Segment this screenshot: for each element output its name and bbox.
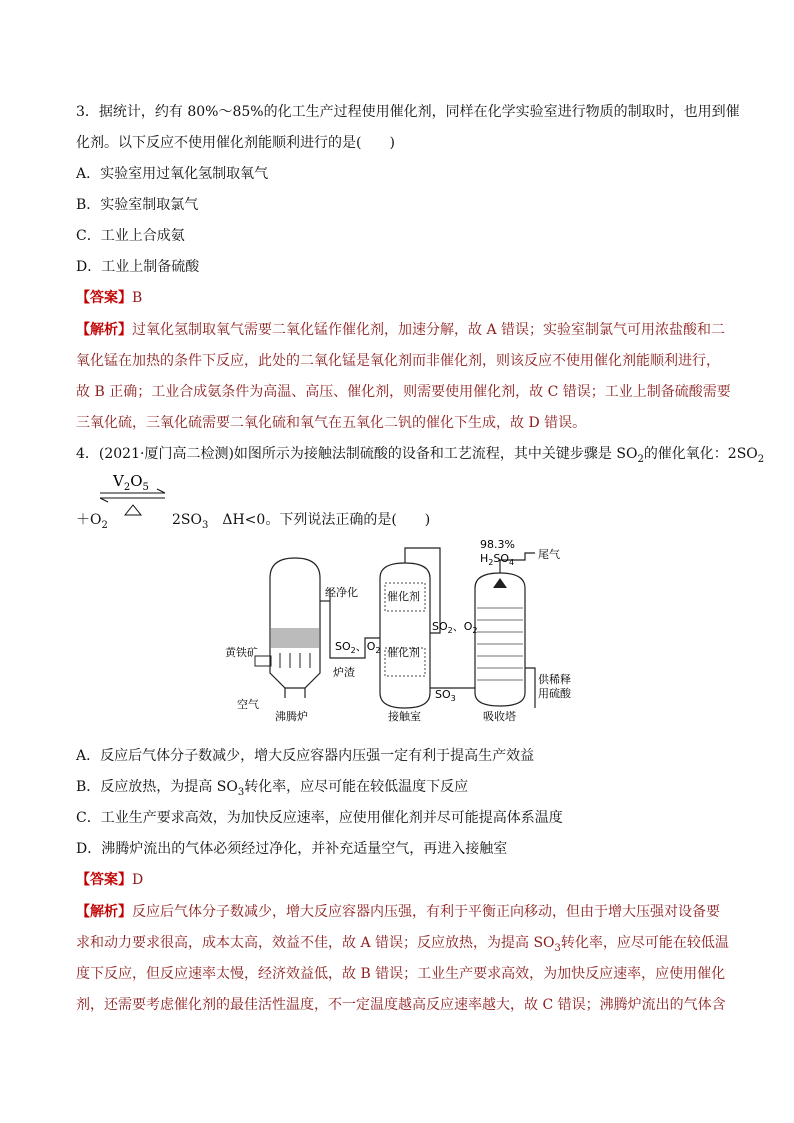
subscript: 2 xyxy=(101,519,108,531)
label-so2-o2-left: $SO_2$、$O_2$ xyxy=(335,640,381,655)
label-acid-formula: $H_2SO_4$ xyxy=(480,552,515,567)
q3-analysis-line1 xyxy=(76,320,725,340)
label-pyrite: 黄铁矿 xyxy=(225,646,258,659)
q3-option-b: B．实验室制取氯气 xyxy=(76,197,199,213)
label-catalyst-2: 催化剂 xyxy=(387,646,420,659)
q4-option-d: D．沸腾炉流出的气体必须经过净化，并补充适量空气，再进入接触室 xyxy=(76,841,508,857)
q4-analysis-line1 xyxy=(76,902,720,922)
q4-answer xyxy=(76,870,143,890)
label-contact-chamber: 接触室 xyxy=(388,710,421,723)
label-tail-gas: 尾气 xyxy=(538,548,560,561)
q3-analysis-line4: 三氧化硫，三氧化硫需要二氧化硫和氧气在五氧化二钒的催化下生成，故 D 错误。 xyxy=(76,415,587,431)
q4-analysis-text1: 反应后气体分子数减少，增大反应容器内压强，有利于平衡正向移动，但由于增大压强对设备要 xyxy=(132,904,720,920)
label-furnace: 沸腾炉 xyxy=(275,710,308,723)
subscript: 3 xyxy=(201,519,209,531)
q4-analysis-line4: 剂，还需要考虑催化剂的最佳活性温度，不一定温度越高反应速率越大，故 C 错误；沸腾炉流出的气体含 xyxy=(76,997,726,1013)
label-dilute-1: 供稀释 xyxy=(538,673,571,686)
q4-analysis-text2b: 转化率，应尽可能在较低温 xyxy=(560,935,729,951)
q4-option-a: A．反应后气体分子数减少，增大反应容器内压强一定有利于提高生产效益 xyxy=(76,748,535,764)
q3-option-d: D．工业上制备硫酸 xyxy=(76,259,200,275)
heat-triangle-icon xyxy=(125,505,141,515)
q4-option-b-text-a: B．反应放热，为提高 SO xyxy=(76,779,238,795)
q4-option-b-text-b: 转化率，应尽可能在较低温度下反应 xyxy=(244,779,469,795)
q4-option-b xyxy=(76,777,468,797)
q3-stem-line1: 3．据统计，约有 80%～85%的化工生产过程使用催化剂，同样在化学实验室进行物质的制取时，也用到催 xyxy=(76,104,740,120)
label-air: 空气 xyxy=(237,698,259,711)
boiling-furnace-body xyxy=(270,558,320,688)
eq-left: ＋O xyxy=(76,512,102,528)
q4-stem-line2 xyxy=(76,510,108,530)
q4-stem-line1 xyxy=(76,444,764,464)
eq-right: 2SO xyxy=(172,512,202,528)
reverse-arrow-head xyxy=(100,498,108,502)
label-so2-o2-right: $SO_2$、$O_2$ xyxy=(432,620,478,635)
subscript: 2 xyxy=(757,453,765,465)
q4-option-c: C．工业生产要求高效，为加快反应速率，应使用催化剂并尽可能提高体系温度 xyxy=(76,810,563,826)
q4-answer-value: D xyxy=(132,872,144,888)
contact-chamber-body xyxy=(380,563,430,708)
label-so3: $SO_3$ xyxy=(435,688,456,703)
label-catalyst-1: 催化剂 xyxy=(387,590,420,603)
acid-outlet-pipe xyxy=(525,668,535,708)
sprayer-icon xyxy=(493,578,507,588)
q3-option-a: A．实验室用过氧化氢制取氧气 xyxy=(76,166,269,182)
q3-analysis-text1: 过氧化氢制取氧气需要二氧化锰作催化剂，加速分解，故 A 错误；实验室制氯气可用浓盐酸和二 xyxy=(132,322,726,338)
analysis-tag: 【解析】 xyxy=(76,322,132,338)
subscript: 3 xyxy=(237,786,245,798)
forward-arrow-head xyxy=(157,489,165,493)
label-dilute-2: 用硫酸 xyxy=(538,687,571,700)
label-absorber: 吸收塔 xyxy=(483,710,516,723)
absorption-tower-body xyxy=(475,573,525,706)
subscript: 3 xyxy=(554,942,561,954)
label-acid-percent: 98.3% xyxy=(480,538,515,551)
sulfuric-acid-process-diagram xyxy=(225,538,585,728)
subscript: 2 xyxy=(637,453,644,465)
q3-analysis-line3: 故 B 正确；工业合成氨条件为高温、高压、催化剂，则需要使用催化剂，故 C 错误；工业上制备硫酸需要 xyxy=(76,384,731,400)
q4-stem-text-b: 的催化氧化：2SO xyxy=(643,446,758,462)
q3-stem-line2: 化剂。以下反应不使用催化剂能顺利进行的是( ) xyxy=(76,135,395,151)
q4-stem-text-a: 4．(2021·厦门高二检测)如图所示为接触法制硫酸的设备和工艺流程，其中关键步骤是 SO xyxy=(76,446,638,462)
q4-analysis-line3: 度下反应，但反应速率太慢，经济效益低，故 B 错误；工业生产要求高效，为加快反应速率，应使用催化 xyxy=(76,966,726,982)
analysis-tag: 【解析】 xyxy=(76,904,132,920)
label-slag: 炉渣 xyxy=(333,666,355,679)
q3-option-c: C．工业上合成氨 xyxy=(76,228,185,244)
eq-tail: ΔH<0。下列说法正确的是( ) xyxy=(222,512,431,528)
q4-analysis-text2a: 求和动力要求很高，成本太高，效益不佳，故 A 错误；反应放热，为提高 SO xyxy=(76,935,555,951)
answer-tag: 【答案】 xyxy=(76,290,132,306)
answer-tag: 【答案】 xyxy=(76,872,132,888)
q3-answer xyxy=(76,288,142,308)
ore-bed xyxy=(271,628,319,648)
catalyst-formula: $V_2O_5$ xyxy=(113,472,149,493)
label-purify: 经净化 xyxy=(325,586,358,599)
q3-analysis-line2: 氧化锰在加热的条件下反应，此处的二氧化锰是氧化剂而非催化剂，则该反应不使用催化剂能顺利进行， xyxy=(76,353,720,369)
q4-analysis-line2 xyxy=(76,933,729,953)
q3-answer-value: B xyxy=(132,290,143,306)
q4-stem-line2-right xyxy=(172,510,430,530)
